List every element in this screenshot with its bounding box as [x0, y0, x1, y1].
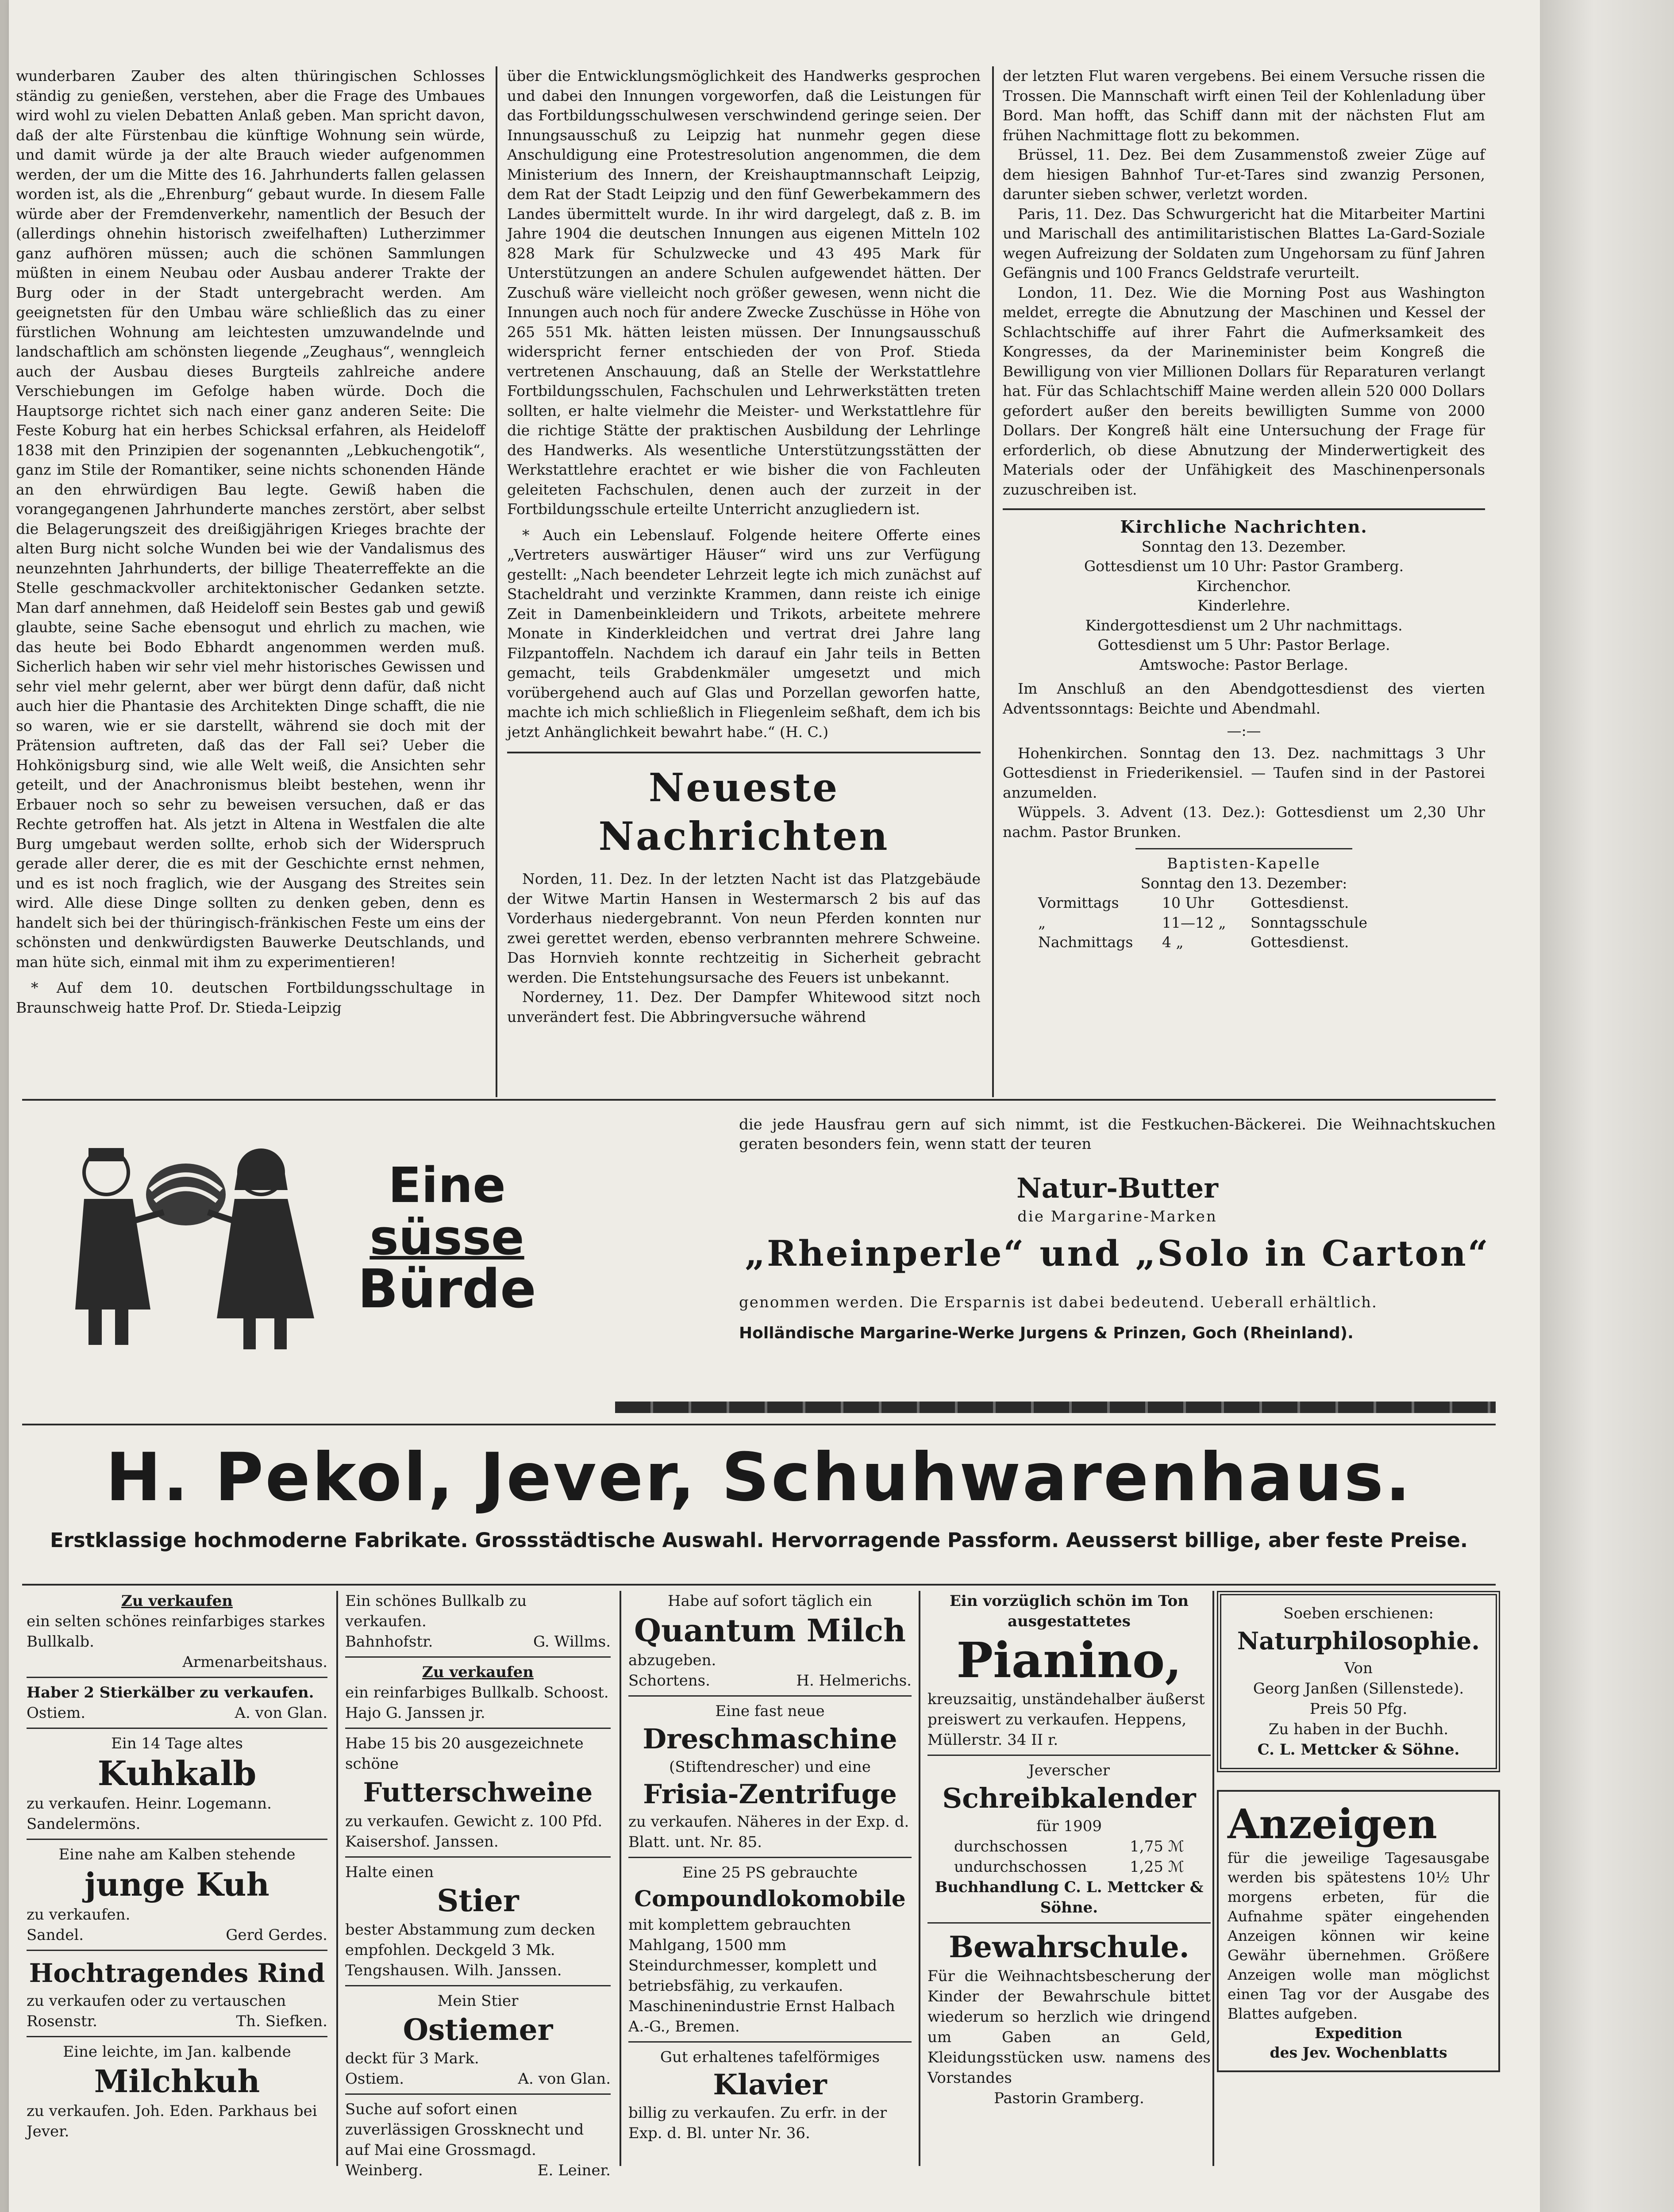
c3-ad3-big: Compoundlokomobile	[634, 1886, 906, 1912]
c1-ad6-head: Eine leichte, im Jan. kalbende	[63, 2043, 291, 2061]
separator	[345, 1656, 611, 1658]
classifieds-col-2	[345, 1591, 611, 2181]
church-line-5: Kindergottesdienst um 2 Uhr nachmittags.	[1085, 616, 1403, 634]
anzeigen-box	[1217, 1790, 1500, 2072]
separator	[628, 2041, 912, 2043]
book-title: Naturphilosophie.	[1237, 1627, 1480, 1655]
c2-ad1-sig: Bahnhofstr. G. Willms.	[345, 1633, 611, 1651]
column-rule-2	[992, 66, 994, 1097]
c1-ad1-sig: Armenarbeitshaus.	[182, 1653, 327, 1671]
separator	[927, 1755, 1211, 1756]
anzeigen-title: Anzeigen	[1228, 1800, 1437, 1848]
c2-ad6-head: Suche auf sofort einen zuverlässigen Grossknecht und auf Mai eine Grossmagd.	[345, 2101, 584, 2159]
c2-ad2-body: ein reinfarbiges Bullkalb. Schoost. Hajo G. Janssen jr.	[345, 1684, 609, 1722]
c1-ad4-head: Eine nahe am Kalben stehende	[58, 1846, 296, 1863]
baptist-title: Baptisten-Kapelle	[1167, 855, 1321, 872]
news-norden: Norden, 11. Dez. In der letzten Nacht ist das Platzgebäude der Witwe Martin Hansen in Westermarsch 2 bis auf das Vorderhaus niedergebrannt. Von neun Pferden konnten nur zwei gerettet werden, ebenso verbrannten mehrere Schweine. Das Hornvieh konnte rechtzeitig in Sicherheit gebracht werden. Die Entstehungsursache des Feuers ist unbekannt.	[507, 870, 981, 986]
church-line-6: Gottesdienst um 5 Uhr: Pastor Berlage.	[1097, 636, 1390, 653]
separator	[345, 1856, 611, 1858]
ad-butter	[22, 1106, 1496, 1380]
classified-rule-2	[620, 1591, 621, 2166]
separator	[345, 1728, 611, 1729]
classified-rule-4	[1212, 1591, 1214, 2166]
butter-taken: genommen werden. Die Ersparnis ist dabei bedeutend. Ueberall erhältlich.	[739, 1294, 1378, 1311]
church-note: Im Anschluß an den Abendgottesdienst des vierten Adventssonntags: Beichte und Abendmahl.	[1003, 680, 1485, 717]
ad-butter-text	[739, 1115, 1496, 1343]
classifieds-col-3	[628, 1591, 912, 2143]
c3-ad4-head: Gut erhaltenes tafelförmiges	[660, 2048, 880, 2066]
church-line-7: Amtswoche: Pastor Berlage.	[1139, 656, 1348, 673]
book-by: Von	[1344, 1659, 1373, 1677]
c3-ad3-body: mit komplettem gebrauchten Mahlgang, 1500 mm Steindurchmesser, komplett und betriebsfähig, zu verkaufen. Maschinenindustrie Ernst Halbach A.-G., Bremen.	[628, 1916, 895, 2035]
c3-ad3-head: Eine 25 PS gebrauchte	[682, 1864, 858, 1882]
book-ad-box	[1217, 1591, 1500, 1772]
baptist-date: Sonntag den 13. Dezember:	[1140, 874, 1347, 892]
news-norderney: Norderney, 11. Dez. Der Dampfer Whitewood sitzt noch unverändert fest. Die Abbringversuche während	[507, 988, 981, 1025]
c4-ad2-head: Jeverscher	[1028, 1762, 1110, 1779]
church-line-4: Kinderlehre.	[1197, 597, 1291, 614]
anzeigen-sig-2: des Jev. Wochenblatts	[1270, 2044, 1447, 2061]
c3-ad1-body: abzugeben.	[628, 1651, 716, 1669]
rule-shoes-top	[22, 1424, 1496, 1425]
c3-ad1-sig: Schortens. H. Helmerichs.	[628, 1672, 912, 1690]
c1-ad6-big: Milchkuh	[94, 2063, 260, 2100]
column-1	[16, 66, 485, 1018]
news-london: London, 11. Dez. Wie die Morning Post aus Washington meldet, erregte die Abnutzung der Maschinen und Kessel der Schlachtschiffe auf ihrer Fahrt die Aufmerksamkeit des Kongresses, da der Marineminister beim Kongreß die Bewilligung von vier Millionen Dollars für Reparaturen verlangt hat. Für das Schlachtschiff Maine werden allein 520 000 Dollars gefordert außer den bereits bewilligten Summe von 2000 Dollars. Der Kongreß hält eine Untersuchung der Frage für erforderlich, ob diese Abnutzung der Minderwertigkeit des Materials oder der Unfähigkeit des Maschinenpersonals zuzuschreiben ist.	[1003, 284, 1485, 498]
separator	[927, 1922, 1211, 1924]
c4-ad2-price-1: durchschossen 1,75 ℳ	[954, 1838, 1184, 1855]
c1-ad3-big: Kuhkalb	[97, 1754, 257, 1793]
c4-ad2-big: Schreibkalender	[942, 1782, 1196, 1814]
butter-marken: die Margarine-Marken	[1017, 1208, 1217, 1225]
church-divider: —:—	[1227, 722, 1261, 739]
separator	[628, 1857, 912, 1858]
c3-ad2-head: Eine fast neue	[715, 1702, 825, 1720]
slogan-buerde: Bürde	[358, 1259, 536, 1320]
c2-ad1-head: Ein schönes Bullkalb zu verkaufen.	[345, 1592, 527, 1630]
children-cake-illustration	[49, 1124, 323, 1371]
separator	[27, 1728, 327, 1729]
baptist-row: Vormittags 10 Uhr Gottesdienst.	[1038, 894, 1349, 911]
c2-ad5-body: deckt für 3 Mark.	[345, 2050, 479, 2067]
ad-shoes	[22, 1429, 1496, 1584]
news-bruessel: Brüssel, 11. Dez. Bei dem Zusammenstoß zweier Züge auf dem hiesigen Bahnhof Tur-et-Tares sind zwanzig Personen, darunter sieben schwer, verletzt worden.	[1003, 146, 1485, 203]
column-3	[1003, 66, 1485, 952]
c2-ad6-sig: Weinberg. E. Leiner.	[345, 2162, 611, 2179]
separator	[345, 1985, 611, 1986]
classifieds-col-5	[1217, 1591, 1500, 2072]
column-rule-1	[496, 66, 497, 1097]
c4-ad2-body: für 1909	[1036, 1817, 1102, 1835]
shoes-title: H. Pekol, Jever, Schuhwarenhaus.	[105, 1439, 1412, 1516]
separator	[345, 2093, 611, 2095]
baptist-row: Nachmittags 4 „ Gottesdienst.	[1038, 933, 1349, 951]
c3-ad1-big: Quantum Milch	[634, 1612, 906, 1649]
church-line-2: Gottesdienst um 10 Uhr: Pastor Gramberg.	[1084, 557, 1404, 575]
rule-ad-top	[22, 1099, 1496, 1101]
c2-ad3-body: zu verkaufen. Gewicht z. 100 Pfd. Kaisershof. Janssen.	[345, 1813, 603, 1851]
c4-ad1-big: Pianino,	[956, 1632, 1182, 1689]
rule-baptist	[1135, 848, 1352, 849]
c1-ad5-body: zu verkaufen oder zu vertauschen	[27, 1992, 286, 2010]
page-edge-left	[0, 0, 9, 2212]
slogan-suesse: süsse	[369, 1209, 524, 1266]
classified-rule-3	[919, 1591, 920, 2166]
c3-ad4-big: Klavier	[713, 2068, 827, 2101]
c2-ad4-head: Halte einen	[345, 1863, 434, 1881]
c2-ad3-big: Futterschweine	[363, 1777, 593, 1808]
classified-rule-1	[336, 1591, 338, 2166]
newspaper-page	[9, 0, 1540, 2212]
church-line-1: Sonntag den 13. Dezember.	[1141, 538, 1347, 555]
c3-ad2-body2: zu verkaufen. Näheres in der Exp. d. Blatt. unt. Nr. 85.	[628, 1813, 909, 1851]
article-burg: wunderbaren Zauber des alten thüringischen Schlosses ständig zu genießen, verstehen, aber die Frage des Umbaues wird wohl zu vielen Debatten Anlaß geben. Man spricht davon, daß der alte Fürstenbau die künftige Wohnung sein würde, und damit würde ja der alte Brauch wieder aufgenommen werden, der um die Mitte des 16. Jahrhunderts fallen gelassen worden ist, als die „Ehrenburg“ gebaut wurde. In diesem Falle würde aber der Fremdenverkehr, namentlich der Besuch der (allerdings ohnehin historisch zweifelhaften) Lutherzimmer ganz aufhören müssen; auch die schönen Sammlungen müßten in einem Neubau oder Ausbau anderer Trakte der Burg oder in der Stadt untergebracht werden. Am geeignetsten für den Umbau wäre schließlich das zu einer fürstlichen Wohnung am leichtesten umzuwandelnde und landschaftlich am schönsten liegende „Zeughaus“, wenngleich auch der Ausbau dieses Burgteils zahlreiche andere Verschiebungen im Gefolge haben würde. Doch die Hauptsorge richtet sich nach einer ganz anderen Seite: Die Feste Koburg hat ein herbes Schicksal erfahren, als Heideloff 1838 mit den Prinzipien der sogenannten „Lebkuchengotik“, ganz im Stile der Romantiker, seine nichts schonenden Hände an den ehrwürdigen Bau legte. Gewiß haben die vorangegangenen Jahrhunderte manches zerstört, aber selbst die Belagerungszeit des dreißigjährigen Krieges brachte der alten Burg nicht solche Wunden bei wie der Vandalismus des neunzehnten Jahrhunderts, der billige Theaterreffekte an die Stelle geschmackvoller architektonischer Gedanken setzte. Man darf annehmen, daß Heideloff sein Bestes gab und gewiß glaubte, seine Sache ebensogut und ehrlich zu machen, wie das heute bei Bodo Ebhardt angenommen werden muß. Sicherlich haben wir sehr viel mehr historisches Gewissen und sehr viel mehr gelernt, aber wer bürgt denn dafür, daß nicht auch hier die Phantasie des Architekten Dinge schafft, die nie so waren, wie er sie darstellt, während sie doch mit der Prätension auftreten, daß das der Fall sei? Ueber die Hohkönigsburg sind, wie alle Welt weiß, die Ansichten sehr geteilt, und der Anachronismus bleibt bestehen, wenn ihr Erbauer noch so sehr zu beweisen versuchen, daß er das Rechte getroffen hat. Als jetzt in Altena in Westfalen die alte Burg umgebaut werden sollte, erhob sich der Widerspruch gerade aller derer, die es mit der Geschichte ernst nehmen, und es ist noch fraglich, wie der Ausgang des Streites sein wird. Alle diese Dinge sollten zu denken geben, denn es handelt sich bei der thüringisch-fränkischen Feste um eins der schönsten und denkwürdigsten Bauwerke Deutschlands, und man hüte sich, einmal mit ihm zu experimentieren!	[16, 67, 485, 971]
book-author: Georg Janßen (Sillenstede).	[1253, 1680, 1464, 1697]
c1-ad5-big: Hochtragendes Rind	[29, 1958, 325, 1988]
butter-company: Holländische Margarine-Werke Jurgens & Prinzen, Goch (Rheinland).	[739, 1324, 1354, 1342]
c4-ad1-body: kreuzsaitig, unständehalber äußerst preiswert zu verkaufen. Heppens, Müllerstr. 34 II r.	[927, 1690, 1205, 1749]
c4-ad3-sig: Pastorin Gramberg.	[994, 2089, 1144, 2107]
stripe-divider-1	[615, 1402, 1496, 1413]
c1-ad4-big: junge Kuh	[85, 1866, 269, 1903]
c1-ad1-head: Zu verkaufen	[121, 1592, 233, 1610]
column-2	[507, 66, 981, 1027]
c4-ad2-sig: Buchhandlung C. L. Mettcker & Söhne.	[935, 1878, 1204, 1916]
c2-ad3-head: Habe 15 bis 20 ausgezeichnete schöne	[345, 1735, 584, 1773]
classifieds-col-4	[927, 1591, 1211, 2108]
article-lebenslauf: * Auch ein Lebenslauf. Folgende heitere Offerte eines „Vertreters auswärtiger Häuser“ wird uns zur Verfügung gestellt: „Nach beendeter Lehrzeit legte ich mich zunächst auf Stacheldraht und verzinkte Krammen, dann reiste ich einige Zeit in Damenbeinkleidern und Trikots, arbeitete mehrere Monate in Kinderkleidchen und vertrat drei Jahre lang Filzpantoffeln. Nachdem ich darauf ein Jahr teils in Betten gemacht, teils Grabdenkmäler umgesetzt und mich vorübergehend auch auf Glas und Porzellan geworfen hatte, machte ich mich schließlich in Fliegenleim seßhaft, dem ich bis jetzt Anhänglichkeit bewahrt habe.“ (H. C.)	[507, 526, 981, 741]
anzeigen-body: für die jeweilige Tagesausgabe werden bis spätestens 10½ Uhr morgens erbeten, für die Aufnahme später eingehenden Anzeigen können wir keine Gewähr übernehmen. Größere Anzeigen wolle man möglichst einen Tag vor der Ausgabe des Blattes aufgeben.	[1228, 1849, 1489, 2022]
c3-ad4-body: billig zu verkaufen. Zu erfr. in der Exp. d. Bl. unter Nr. 36.	[628, 2104, 887, 2142]
baptist-table	[1003, 893, 1485, 952]
separator	[27, 2036, 327, 2037]
rule-news	[507, 752, 981, 753]
book-price: Preis 50 Pfg.	[1309, 1700, 1408, 1718]
c3-ad2-big: Dreschmaschine	[643, 1723, 897, 1755]
book-where: Zu haben in der Buchh.	[1268, 1720, 1449, 1738]
c1-ad4-sig: Sandel. Gerd Gerdes.	[27, 1926, 327, 1944]
shoes-tagline: Erstklassige hochmoderne Fabrikate. Grossstädtische Auswahl. Hervorragende Passform. Aeusserst billige, aber feste Preise.	[50, 1528, 1468, 1552]
separator	[628, 1695, 912, 1697]
c1-ad6-body: zu verkaufen. Joh. Eden. Parkhaus bei Jever.	[27, 2102, 317, 2140]
church-hohenkirchen: Hohenkirchen. Sonntag den 13. Dez. nachmittags 3 Uhr Gottesdienst in Friederikensiel. — Taufen sind in der Pastorei anzumelden.	[1003, 744, 1485, 801]
rule-classifieds-top	[22, 1584, 1496, 1586]
page-margin-right	[1540, 0, 1674, 2212]
c3-ad1-head: Habe auf sofort täglich ein	[668, 1592, 872, 1610]
c2-ad2-head: Zu verkaufen	[422, 1663, 534, 1681]
c1-ad3-head: Ein 14 Tage altes	[111, 1735, 243, 1752]
c2-ad5-head: Mein Stier	[437, 1992, 519, 2010]
c2-ad4-big: Stier	[437, 1883, 519, 1919]
church-title: Kirchliche Nachrichten.	[1120, 517, 1368, 537]
separator	[27, 1677, 327, 1678]
news-whitewood-cont: der letzten Flut waren vergebens. Bei einem Versuche rissen die Trossen. Die Mannschaft wirft einen Teil der Kohlenladung über Bord. Man hofft, das Schiff dann mit der nächsten Flut am frühen Nachmittage flott zu bekommen.	[1003, 67, 1485, 144]
c2-ad4-body: bester Abstammung zum decken empfohlen. Deckgeld 3 Mk. Tengshausen. Wilh. Janssen.	[345, 1921, 596, 1979]
c3-ad2-big2: Frisia-Zentrifuge	[643, 1779, 897, 1810]
butter-intro: die jede Hausfrau gern auf sich nimmt, ist die Festkuchen-Bäckerei. Die Weihnachtskuchen geraten besonders fein, wenn statt der teuren	[739, 1116, 1496, 1153]
separator	[27, 1839, 327, 1840]
c1-ad2-head: Haber 2 Stierkälber zu verkaufen.	[27, 1684, 314, 1701]
book-sig: C. L. Mettcker & Söhne.	[1257, 1741, 1460, 1759]
butter-natur: Natur-Butter	[1016, 1172, 1218, 1204]
classifieds-col-1	[27, 1591, 327, 2142]
church-line-3: Kirchenchor.	[1197, 577, 1291, 595]
news-heading: Neueste Nachrichten	[598, 764, 889, 859]
ad-butter-slogan	[341, 1157, 553, 1320]
baptist-row: „ 11—12 „ Sonntagsschule	[1038, 914, 1367, 931]
c1-ad4-body: zu verkaufen.	[27, 1906, 131, 1924]
slogan-eine: Eine	[388, 1157, 506, 1214]
church-wueppels: Wüppels. 3. Advent (13. Dez.): Gottesdienst um 2,30 Uhr nachm. Pastor Brunken.	[1003, 803, 1485, 841]
separator	[27, 1950, 327, 1951]
news-paris: Paris, 11. Dez. Das Schwurgericht hat die Mitarbeiter Martini und Marischall des antimilitaristischen Blattes La-Gard-Soziale wegen Aufreizung der Soldaten zum Ungehorsam zu fünf Jahren Gefängnis und 100 Francs Geldstrafe verurteilt.	[1003, 205, 1485, 281]
c4-ad3-body: Für die Weihnachtsbescherung der Kinder der Bewahrschule bittet wiederum so herzlich wie dringend um Gaben an Geld, Kleidungsstücken usw. namens des Vorstandes	[927, 1967, 1211, 2087]
c4-ad3-big: Bewahrschule.	[949, 1930, 1189, 1964]
anzeigen-sig-1: Expedition	[1314, 2024, 1403, 2042]
article-innungen: über die Entwicklungsmöglichkeit des Handwerks gesprochen und dabei den Innungen vorgeworfen, daß die Leistungen für das Fortbildungsschulwesen verschwindend geringe seien. Der Innungsausschuß zu Leipzig hat nunmehr gegen diese Anschuldigung eine Protestresolution angenommen, die dem Ministerium des Innern, der Kreishauptmannschaft Leipzig, dem Rat der Stadt Leipzig und den fünf Gewerbekammern des Landes übermittelt wurde. In ihr wird dargelegt, daß z. B. im Jahre 1904 die deutschen Innungen aus eigenen Mitteln 102 828 Mark für Schulzwecke und 43 495 Mark für Unterstützungen an andere Schulen aufgewendet hätten. Der Zuschuß wäre vielleicht noch größer gewesen, wenn nicht die Innungen auch noch für andere Zwecke Zuschüsse in Höhe von 265 551 Mk. hätten leisten müssen. Der Innungsausschuß widerspricht ferner entschieden der von Prof. Stieda vertretenen Anschauung, daß an Stelle der Werkstattlehre Fortbildungsschulen, Fachschulen und Lehrwerkstätten treten sollten, er halte vielmehr die Meister- und Werkstattlehre für die richtige Stätte der praktischen Ausbildung der Lehrlinge des Handwerks. Als wesentliche Unterstützungsstätten der Werkstattlehre erachtet er wie bisher die von Fachleuten geleiteten Fachschulen, denen auch der zurzeit in der Fortbildungsschule erteilte Unterricht anzugliedern ist.	[507, 67, 981, 518]
article-fortbildung-start: * Auf dem 10. deutschen Fortbildungsschultage in Braunschweig hatte Prof. Dr. Stieda-Leipzig	[16, 979, 485, 1016]
rule-church	[1003, 508, 1485, 510]
butter-brands: „Rheinperle“ und „Solo in Carton“	[745, 1233, 1490, 1274]
c1-ad3-body: zu verkaufen. Heinr. Logemann. Sandelermöns.	[27, 1795, 272, 1833]
c4-ad1-head: Ein vorzüglich schön im Ton ausgestattetes	[950, 1592, 1189, 1630]
c1-ad1-body: ein selten schönes reinfarbiges starkes Bullkalb.	[27, 1613, 325, 1651]
c2-ad5-big: Ostiemer	[403, 2012, 553, 2047]
c3-ad2-body: (Stiftendrescher) und eine	[669, 1758, 871, 1776]
c4-ad2-price-2: undurchschossen 1,25 ℳ	[954, 1858, 1184, 1876]
c1-ad2-sig: Ostiem. A. von Glan.	[27, 1704, 327, 1722]
c1-ad5-sig: Rosenstr. Th. Siefken.	[27, 2012, 327, 2030]
c2-ad5-sig: Ostiem. A. von Glan.	[345, 2070, 611, 2088]
book-head: Soeben erschienen:	[1283, 1605, 1434, 1622]
